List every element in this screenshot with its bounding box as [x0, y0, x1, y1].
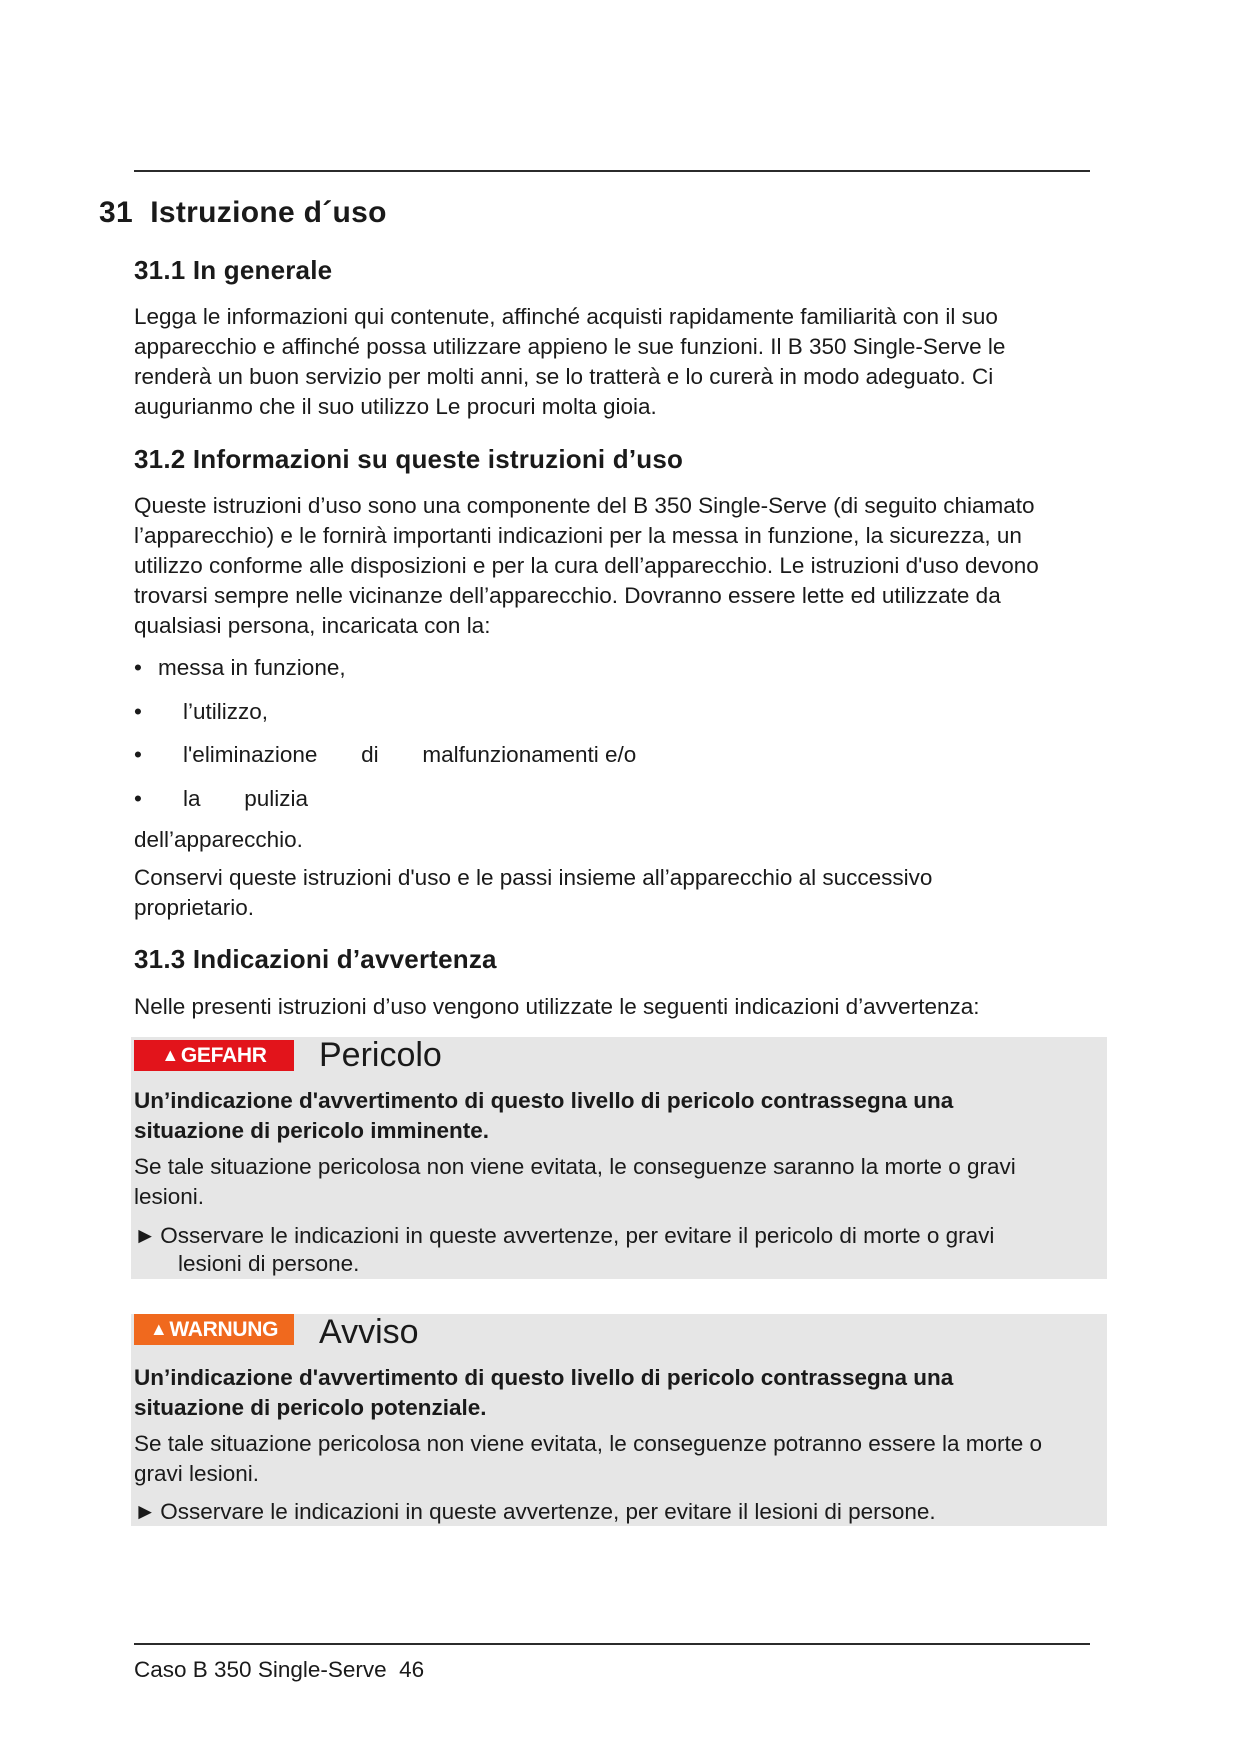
section-heading-info: 31.2 Informazioni su queste istruzioni d’uso [134, 444, 684, 474]
warnings-intro: Nelle presenti istruzioni d’uso vengono utilizzate le seguenti indicazioni d’avvertenza: [134, 994, 980, 1019]
info-paragraph: Queste istruzioni d’uso sono una componente del B 350 Single-Serve (di seguito chiamato l’apparecchio) e le fornirà importanti indicazioni per la messa in funzione, la sicurezza, un utilizzo conforme alle disposizioni e per la cura dell’apparecchio. Le istruzioni d'uso devono trovarsi sempre nelle vicinanze dell’apparecchio. Dovranno essere lette ed utilizzate da qualsiasi persona, incaricata con la: [134, 493, 1039, 638]
list-item: • l’utilizzo, [134, 697, 147, 787]
bullet-icon: • [134, 786, 142, 811]
arrow-icon: ► [134, 1223, 157, 1248]
section-heading-general: 31.1 In generale [134, 255, 333, 285]
footer-rule [134, 1643, 1090, 1645]
list-item: • l'eliminazione di malfunzionamenti e/o [134, 740, 147, 830]
warning-bold-text: Un’indicazione d'avvertimento di questo livello di pericolo contrassegna una situazione di pericolo potenziale. [134, 1365, 954, 1420]
warning-action: ► Osservare le indicazioni in queste avvertenze, per evitare il lesioni di persone. [134, 1499, 936, 1524]
bullet-icon: • [134, 742, 142, 767]
section-heading-warnings: 31.3 Indicazioni d’avvertenza [134, 944, 497, 974]
bullet-icon: • [134, 655, 142, 680]
danger-box [131, 1037, 1107, 1279]
warning-triangle-icon: ▲ [161, 1045, 179, 1065]
warning-badge: ▲ WARNUNG [134, 1314, 294, 1345]
warning-text: Se tale situazione pericolosa non viene evitata, le conseguenze potranno essere la morte o gravi lesioni. [134, 1431, 1043, 1486]
list-item: • la pulizia [134, 784, 147, 874]
footer-text: Caso B 350 Single-Serve 46 [134, 1657, 425, 1682]
general-paragraph: Legga le informazioni qui contenute, affinché acquisti rapidamente familiarità con il suo apparecchio e affinché possa utilizzare appieno le sue funzioni. Il B 350 Single-Serve le renderà un buon servizio per molti anni, se lo tratterà e lo curerà in modo adeguato. Ci augurianmo che il suo utilizzo Le procuri molta gioia. [134, 304, 1006, 419]
warning-title: Avviso [319, 1313, 419, 1351]
bullet-icon: • [134, 699, 142, 724]
chapter-title: Istruzione d´uso [150, 196, 387, 229]
after-list-text: dell’apparecchio. [134, 827, 303, 852]
danger-text: Se tale situazione pericolosa non viene evitata, le conseguenze saranno la morte o gravi lesioni. [134, 1154, 1016, 1209]
list-item: • messa in funzione, [134, 653, 147, 743]
warning-box [131, 1314, 1107, 1526]
header-rule [134, 170, 1090, 172]
keep-instructions-paragraph: Conservi queste istruzioni d'uso e le passi insieme all’apparecchio al successivo proprietario. [134, 865, 933, 920]
danger-badge: ▲ GEFAHR [134, 1040, 294, 1071]
danger-title: Pericolo [319, 1036, 442, 1074]
danger-bold-text: Un’indicazione d'avvertimento di questo livello di pericolo contrassegna una situazione di pericolo imminente. [134, 1088, 954, 1143]
chapter-number: 31 [99, 196, 133, 229]
arrow-icon: ► [134, 1499, 157, 1524]
warning-triangle-icon: ▲ [149, 1319, 168, 1339]
chapter-heading [99, 196, 387, 230]
danger-action: ► Osservare le indicazioni in queste avvertenze, per evitare il pericolo di morte o gravi lesioni di persone. [134, 1223, 995, 1276]
